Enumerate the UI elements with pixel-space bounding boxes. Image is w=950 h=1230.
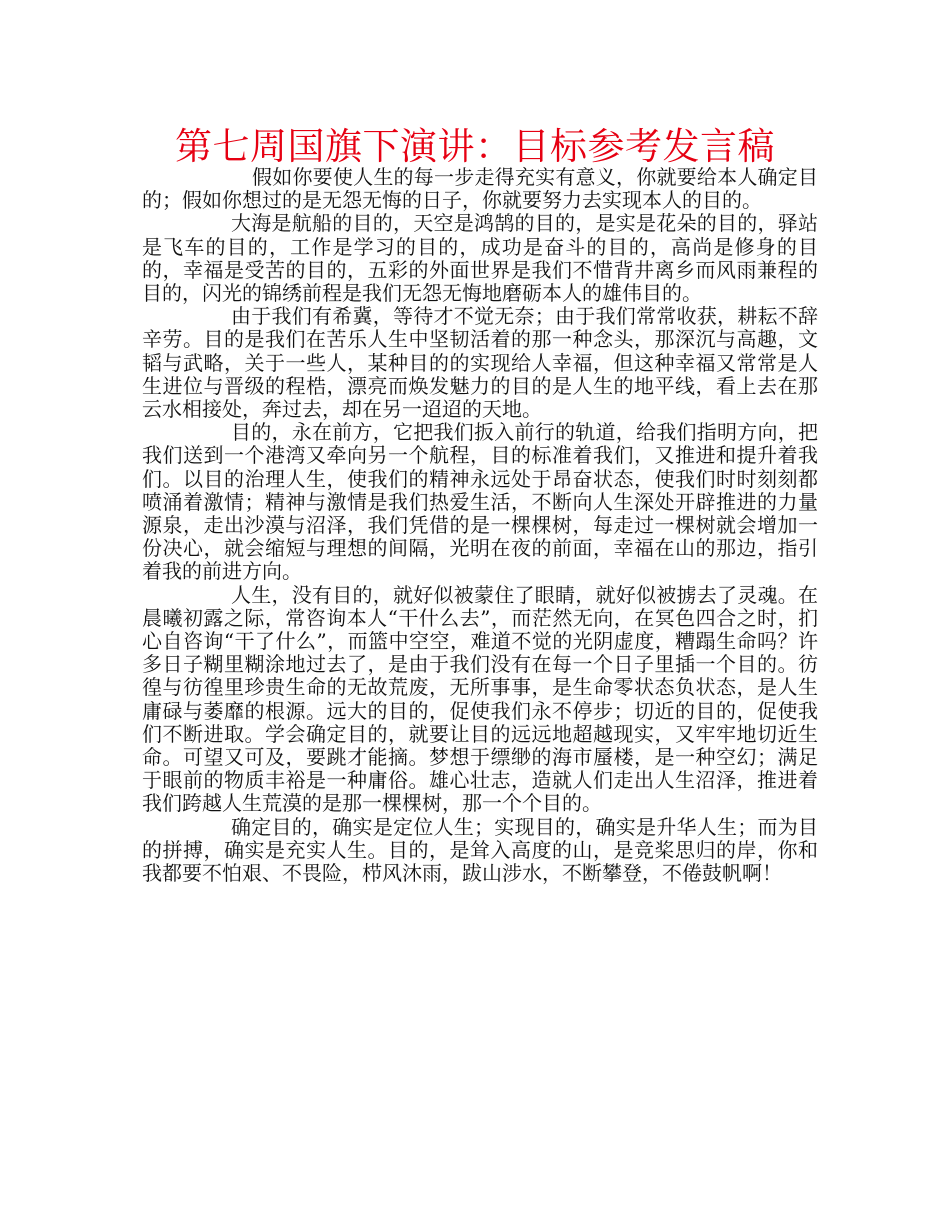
paragraph-4: 目的，永在前方，它把我们扳入前行的轨道，给我们指明方向，把我们送到一个港湾又牵向另一个航程，目的标准着我们，又推进和提升着我们。以目的治理人生，使我们的精神永远处于昂奋状态，使我们时时刻刻都喷涌着激情；精神与激情是我们热爱生活，不断向人生深处开辟推进的力量源泉，走出沙漠与沼泽，我们凭借的是一棵棵树，每走过一棵树就会增加一份决心，就会缩短与理想的间隔，光明在夜的前面，幸福在山的那边，指引着我的前进方向。 — [142, 420, 818, 584]
paragraph-3: 由于我们有希冀，等待才不觉无奈；由于我们常常收获，耕耘不辞辛劳。目的是我们在苦乐人生中坚韧活着的那一种念头，那深沉与高趣，文韬与武略，关于一些人，某种目的的实现给人幸福，但这种幸福又常常是人生进位与晋级的程梏，漂亮而焕发魅力的目的是人生的地平线，看上去在那云水相接处，奔过去，却在另一迢迢的天地。 — [142, 304, 818, 422]
paragraph-1: 假如你要使人生的每一步走得充实有意义，你就要给本人确定目的；假如你想过的是无怨无悔的日子，你就要努力去实现本人的目的。 — [142, 165, 818, 213]
paragraph-5: 人生，没有目的，就好似被蒙住了眼睛，就好似被掳去了灵魂。在晨曦初露之际，常咨询本人“干什么去”，而茫然无向，在冥色四合之时，扪心自咨询“干了什么”，而篮中空空，难道不觉的光阴虚度，糟蹋生命吗？许多日子糊里糊涂地过去了，是由于我们没有在每一个日子里插一个目的。彷徨与彷徨里珍贵生命的无故荒废，无所事事，是生命零状态负状态，是人生庸碌与萎靡的根源。远大的目的，促使我们永不停步；切近的目的，促使我们不断进取。学会确定目的，就要让目的远远地超越现实，又牢牢地切近生命。可望又可及，要跳才能摘。梦想于缥缈的海市蜃楼，是一种空幻；满足于眼前的物质丰裕是一种庸俗。雄心壮志，造就人们走出人生沼泽，推进着我们跨越人生荒漠的是那一棵棵树，那一个个目的。 — [142, 582, 818, 816]
document-title: 第七周国旗下演讲：目标参考发言稿 — [175, 125, 775, 168]
paragraph-2: 大海是航船的目的，天空是鸿鹄的目的，是实是花朵的目的，驿站是飞车的目的，工作是学习的目的，成功是奋斗的目的，高尚是修身的目的，幸福是受苦的目的，五彩的外面世界是我们不惜背井离乡而风雨兼程的目的，闪光的锦绣前程是我们无怨无悔地磨砺本人的雄伟目的。 — [142, 211, 818, 306]
paragraph-6: 确定目的，确实是定位人生；实现目的，确实是升华人生；而为目的拼搏，确实是充实人生。目的，是耸入高度的山，是竞桨思归的岸，你和我都要不怕艰、不畏险，栉风沐雨，跋山涉水，不断攀登，不倦鼓帆啊！ — [142, 814, 818, 886]
document-body — [142, 166, 818, 885]
